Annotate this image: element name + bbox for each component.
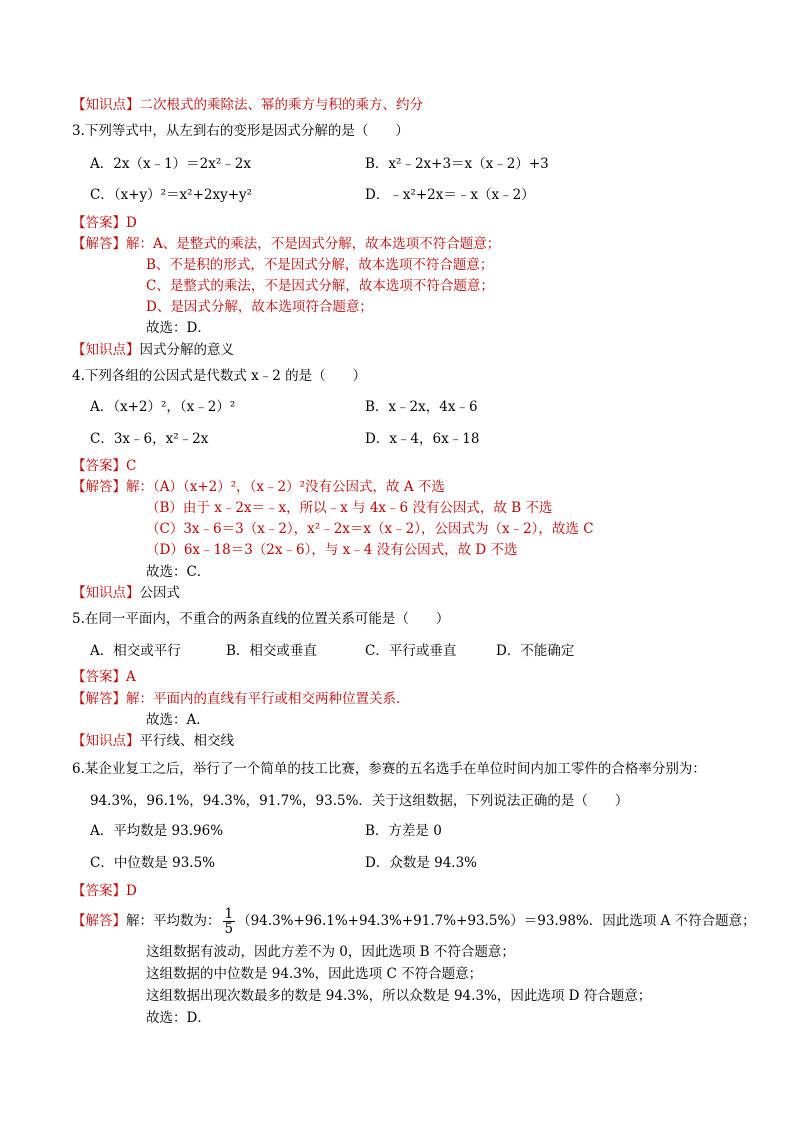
q6-option-a: A．平均数是 93.96% [90, 823, 224, 839]
knowledge-text: 因式分解的意义 [139, 342, 234, 358]
q4-option-b: B．x﹣2x，4x﹣6 [365, 399, 478, 415]
solution-line: 解：A、是整式的乘法，不是因式分解，故本选项不符合题意； [126, 236, 501, 252]
q6-solution [72, 906, 756, 936]
q4-stem: 4.下列各组的公因式是代数式 x﹣2 的是（ ） [72, 368, 367, 384]
q4-solution-line-b: （B）由于 x﹣2x＝﹣x，所以﹣x 与 4x﹣6 没有公因式，故 B 不选 [146, 500, 553, 516]
fraction-numerator: 1 [224, 906, 234, 922]
knowledge-tag: 【知识点】 [72, 585, 140, 601]
knowledge-text: 平行线、相交线 [139, 733, 234, 749]
answer-tag: 【答案】 [72, 669, 126, 685]
q3-option-c: C．（x+y）²＝x²+2xy+y² [90, 187, 253, 203]
q4-solution [72, 478, 445, 496]
solution-line: 解：（A）（x+2）²，（x﹣2）²没有公因式，故 A 不选 [126, 479, 445, 495]
q5-option-b: B．相交或垂直 [226, 643, 317, 659]
answer-value: C [126, 458, 137, 474]
answer-tag: 【答案】 [72, 883, 126, 899]
solution-tag: 【解答】 [72, 691, 126, 707]
q3-knowledge-point [72, 341, 234, 359]
q5-option-d: D．不能确定 [496, 643, 575, 659]
knowledge-text: 二次根式的乘除法、幂的乘方与积的乘方、约分 [139, 97, 423, 113]
knowledge-text: 公因式 [139, 585, 180, 601]
q6-stem: 6.某企业复工之后，举行了一个简单的技工比赛，参赛的五名选手在单位时间内加工零件的合格率分别为： [72, 761, 706, 777]
fraction-one-fifth [223, 907, 236, 936]
fraction-denominator: 5 [224, 921, 234, 937]
q5-stem: 5.在同一平面内，不重合的两条直线的位置关系可能是（ ） [72, 611, 450, 627]
q6-solution-line-d: 这组数据出现次数最多的数是 94.3%，所以众数是 94.3%，因此选项 D 符合题意； [146, 988, 652, 1004]
q6-stem-data: 94.3%，96.1%，94.3%，91.7%，93.5%．关于这组数据，下列说法正确的是（ ） [90, 793, 629, 809]
answer-tag: 【答案】 [72, 215, 126, 231]
q4-option-c: C．3x﹣6，x²﹣2x [90, 431, 209, 447]
q5-answer [72, 668, 136, 686]
q3-solution-line-b: B、不是积的形式，不是因式分解，故本选项不符合题意； [146, 257, 494, 273]
q3-option-a: A．2x（x﹣1）＝2x²﹣2x [90, 156, 251, 172]
answer-tag: 【答案】 [72, 458, 126, 474]
q3-stem: 3.下列等式中，从左到右的变形是因式分解的是（ ） [72, 123, 409, 139]
q6-solution-line-c: 这组数据的中位数是 94.3%，因此选项 C 不符合题意； [146, 966, 483, 982]
solution-tag: 【解答】 [72, 236, 126, 252]
solution-tag: 【解答】 [72, 913, 126, 929]
q4-solution-line-d: （D）6x﹣18＝3（2x﹣6），与 x﹣4 没有公因式，故 D 不选 [146, 542, 518, 558]
q5-solution [72, 690, 410, 708]
solution-mean-calc: （94.3%+96.1%+94.3%+91.7%+93.5%）＝93.98%．因此选项 A 不符合题意； [237, 913, 756, 929]
knowledge-tag: 【知识点】 [72, 342, 140, 358]
q6-option-b: B．方差是 0 [365, 823, 442, 839]
solution-tag: 【解答】 [72, 479, 126, 495]
q3-answer [72, 214, 137, 232]
knowledge-tag: 【知识点】 [72, 733, 140, 749]
q5-option-c: C．平行或垂直 [365, 643, 457, 659]
q4-answer [72, 457, 136, 475]
q4-knowledge-point [72, 584, 180, 602]
q3-solution [72, 235, 500, 253]
q5-knowledge-point [72, 732, 234, 750]
q2-knowledge-point [72, 96, 423, 114]
q4-option-a: A．（x+2）²，（x﹣2）² [90, 399, 236, 415]
q5-option-a: A．相交或平行 [90, 643, 181, 659]
answer-value: D [126, 883, 137, 899]
answer-value: A [126, 669, 136, 685]
q6-option-c: C．中位数是 93.5% [90, 855, 216, 871]
q4-option-d: D．x﹣4，6x﹣18 [365, 431, 480, 447]
knowledge-tag: 【知识点】 [72, 97, 140, 113]
q3-solution-line-c: C、是整式的乘法，不是因式分解，故本选项不符合题意； [146, 278, 494, 294]
q6-solution-conclusion: 故选：D． [146, 1010, 211, 1026]
solution-line: 解：平面内的直线有平行或相交两种位置关系． [126, 691, 410, 707]
q3-option-b: B．x²﹣2x+3＝x（x﹣2）+3 [365, 156, 549, 172]
q6-answer [72, 882, 137, 900]
q4-solution-conclusion: 故选：C． [146, 564, 211, 580]
q3-option-d: D．﹣x²+2x＝﹣x（x﹣2） [365, 187, 535, 203]
q6-solution-line-b: 这组数据有波动，因此方差不为 0，因此选项 B 不符合题意； [146, 944, 515, 960]
q4-solution-line-c: （C）3x﹣6＝3（x﹣2），x²﹣2x＝x（x﹣2），公因式为（x﹣2），故选 C [146, 521, 594, 537]
q5-solution-conclusion: 故选：A． [146, 712, 210, 728]
answer-value: D [126, 215, 137, 231]
q6-option-d: D．众数是 94.3% [365, 855, 478, 871]
solution-prefix: 解：平均数为： [126, 913, 221, 929]
q3-solution-conclusion: 故选：D． [146, 320, 211, 336]
q3-solution-line-d: D、是因式分解，故本选项符合题意； [146, 299, 373, 315]
